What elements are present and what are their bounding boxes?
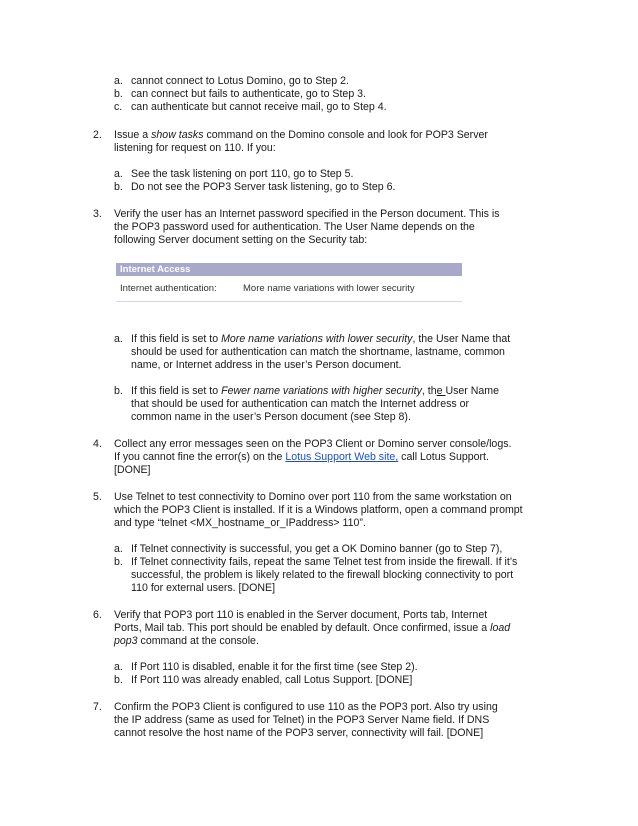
step1-b-text: can connect but fails to authenticate, go to Step 3. — [131, 88, 366, 100]
step3-b-line3: common name in the user’s Person document (see Step 8). — [131, 411, 411, 423]
step3-a-line3: name, or Internet address in the user’s Person document. — [131, 359, 402, 371]
internet-authentication-label: Internet authentication: — [120, 283, 217, 294]
lotus-support-link[interactable]: Lotus Support Web site, — [285, 451, 399, 463]
step5-b-line1: If Telnet connectivity fails, repeat the same Telnet test from inside the firewall. If it’s — [131, 556, 518, 568]
step1-c-marker: c. — [114, 101, 123, 113]
step5-b-line3: 110 for external users. [DONE] — [131, 582, 276, 594]
step2-a-text: See the task listening on port 110, go to Step 5. — [131, 168, 354, 180]
step1-a-marker: a. — [114, 75, 123, 87]
step3-b-line2: that should be used for authentication can match the Internet address or — [131, 398, 470, 410]
step5-number: 5. — [93, 491, 102, 503]
step1-b-marker: b. — [114, 88, 123, 100]
step1-a-text: cannot connect to Lotus Domino, go to Step 2. — [131, 75, 349, 87]
step5-line3: and type “telnet <MX_hostname_or_IPaddress> 110”. — [114, 517, 366, 529]
step7-line1: Confirm the POP3 Client is configured to use 110 as the POP3 port. Also try using — [114, 701, 498, 713]
step5-line2: which the POP3 Client is installed. If it is a Windows platform, open a command prompt — [114, 504, 523, 516]
step6-line3: pop3 command at the console. — [114, 635, 259, 647]
step3-a-line1: If this field is set to More name variations with lower security, the User Name that — [131, 333, 511, 345]
step3-a-marker: a. — [114, 333, 123, 345]
step5-b-marker: b. — [114, 556, 123, 568]
internet-authentication-value: More name variations with lower security — [243, 283, 415, 294]
step6-a-marker: a. — [114, 661, 123, 673]
step5-a-text: If Telnet connectivity is successful, you get a OK Domino banner (go to Step 7), — [131, 543, 503, 555]
step4-line3: [DONE] — [114, 464, 151, 476]
internet-access-panel — [116, 263, 462, 303]
step3-line3: following Server document setting on the Security tab: — [114, 234, 368, 246]
step3-b-marker: b. — [114, 385, 123, 397]
step6-b-marker: b. — [114, 674, 123, 686]
step3-line2: the POP3 password used for authentication. The User Name depends on the — [114, 221, 475, 233]
step6-a-text: If Port 110 is disabled, enable it for the first time (see Step 2). — [131, 661, 418, 673]
step7-line3: cannot resolve the host name of the POP3 server, connectivity will fail. [DONE] — [114, 727, 484, 739]
panel-divider — [116, 301, 462, 302]
step7-line2: the IP address (same as used for Telnet) in the POP3 Server Name field. If DNS — [114, 714, 490, 726]
step2-b-marker: b. — [114, 181, 123, 193]
step4-number: 4. — [93, 438, 102, 450]
panel-header: Internet Access — [116, 263, 462, 276]
step6-line2: Ports, Mail tab. This port should be enabled by default. Once confirmed, issue a load — [114, 622, 511, 634]
step4-line2: If you cannot fine the error(s) on the Lotus Support Web site, call Lotus Support. — [114, 451, 489, 463]
step1-c-text: can authenticate but cannot receive mail, go to Step 4. — [131, 101, 387, 113]
step4-line1: Collect any error messages seen on the POP3 Client or Domino server console/logs. — [114, 438, 512, 450]
step7-number: 7. — [93, 701, 102, 713]
step2-line1: Issue a show tasks command on the Domino console and look for POP3 Server — [114, 129, 488, 141]
step5-b-line2: successful, the problem is likely related to the firewall blocking connectivity to port — [131, 569, 514, 581]
step3-a-line2: should be used for authentication can match the shortname, lastname, common — [131, 346, 505, 358]
step3-b-line1: If this field is set to Fewer name variations with higher security, the User Name — [131, 385, 500, 397]
step3-number: 3. — [93, 208, 102, 220]
step2-b-text: Do not see the POP3 Server task listening, go to Step 6. — [131, 181, 396, 193]
step6-number: 6. — [93, 609, 102, 621]
step2-number: 2. — [93, 129, 102, 141]
step2-line2: listening for request on 110. If you: — [114, 142, 276, 154]
step5-a-marker: a. — [114, 543, 123, 555]
step6-b-text: If Port 110 was already enabled, call Lotus Support. [DONE] — [131, 674, 413, 686]
step2-a-marker: a. — [114, 168, 123, 180]
step2-command: show tasks — [151, 129, 204, 141]
step5-line1: Use Telnet to test connectivity to Domino over port 110 from the same workstation on — [114, 491, 512, 503]
step6-line1: Verify that POP3 port 110 is enabled in the Server document, Ports tab, Internet — [114, 609, 488, 621]
step3-line1: Verify the user has an Internet password specified in the Person document. This is — [114, 208, 500, 220]
